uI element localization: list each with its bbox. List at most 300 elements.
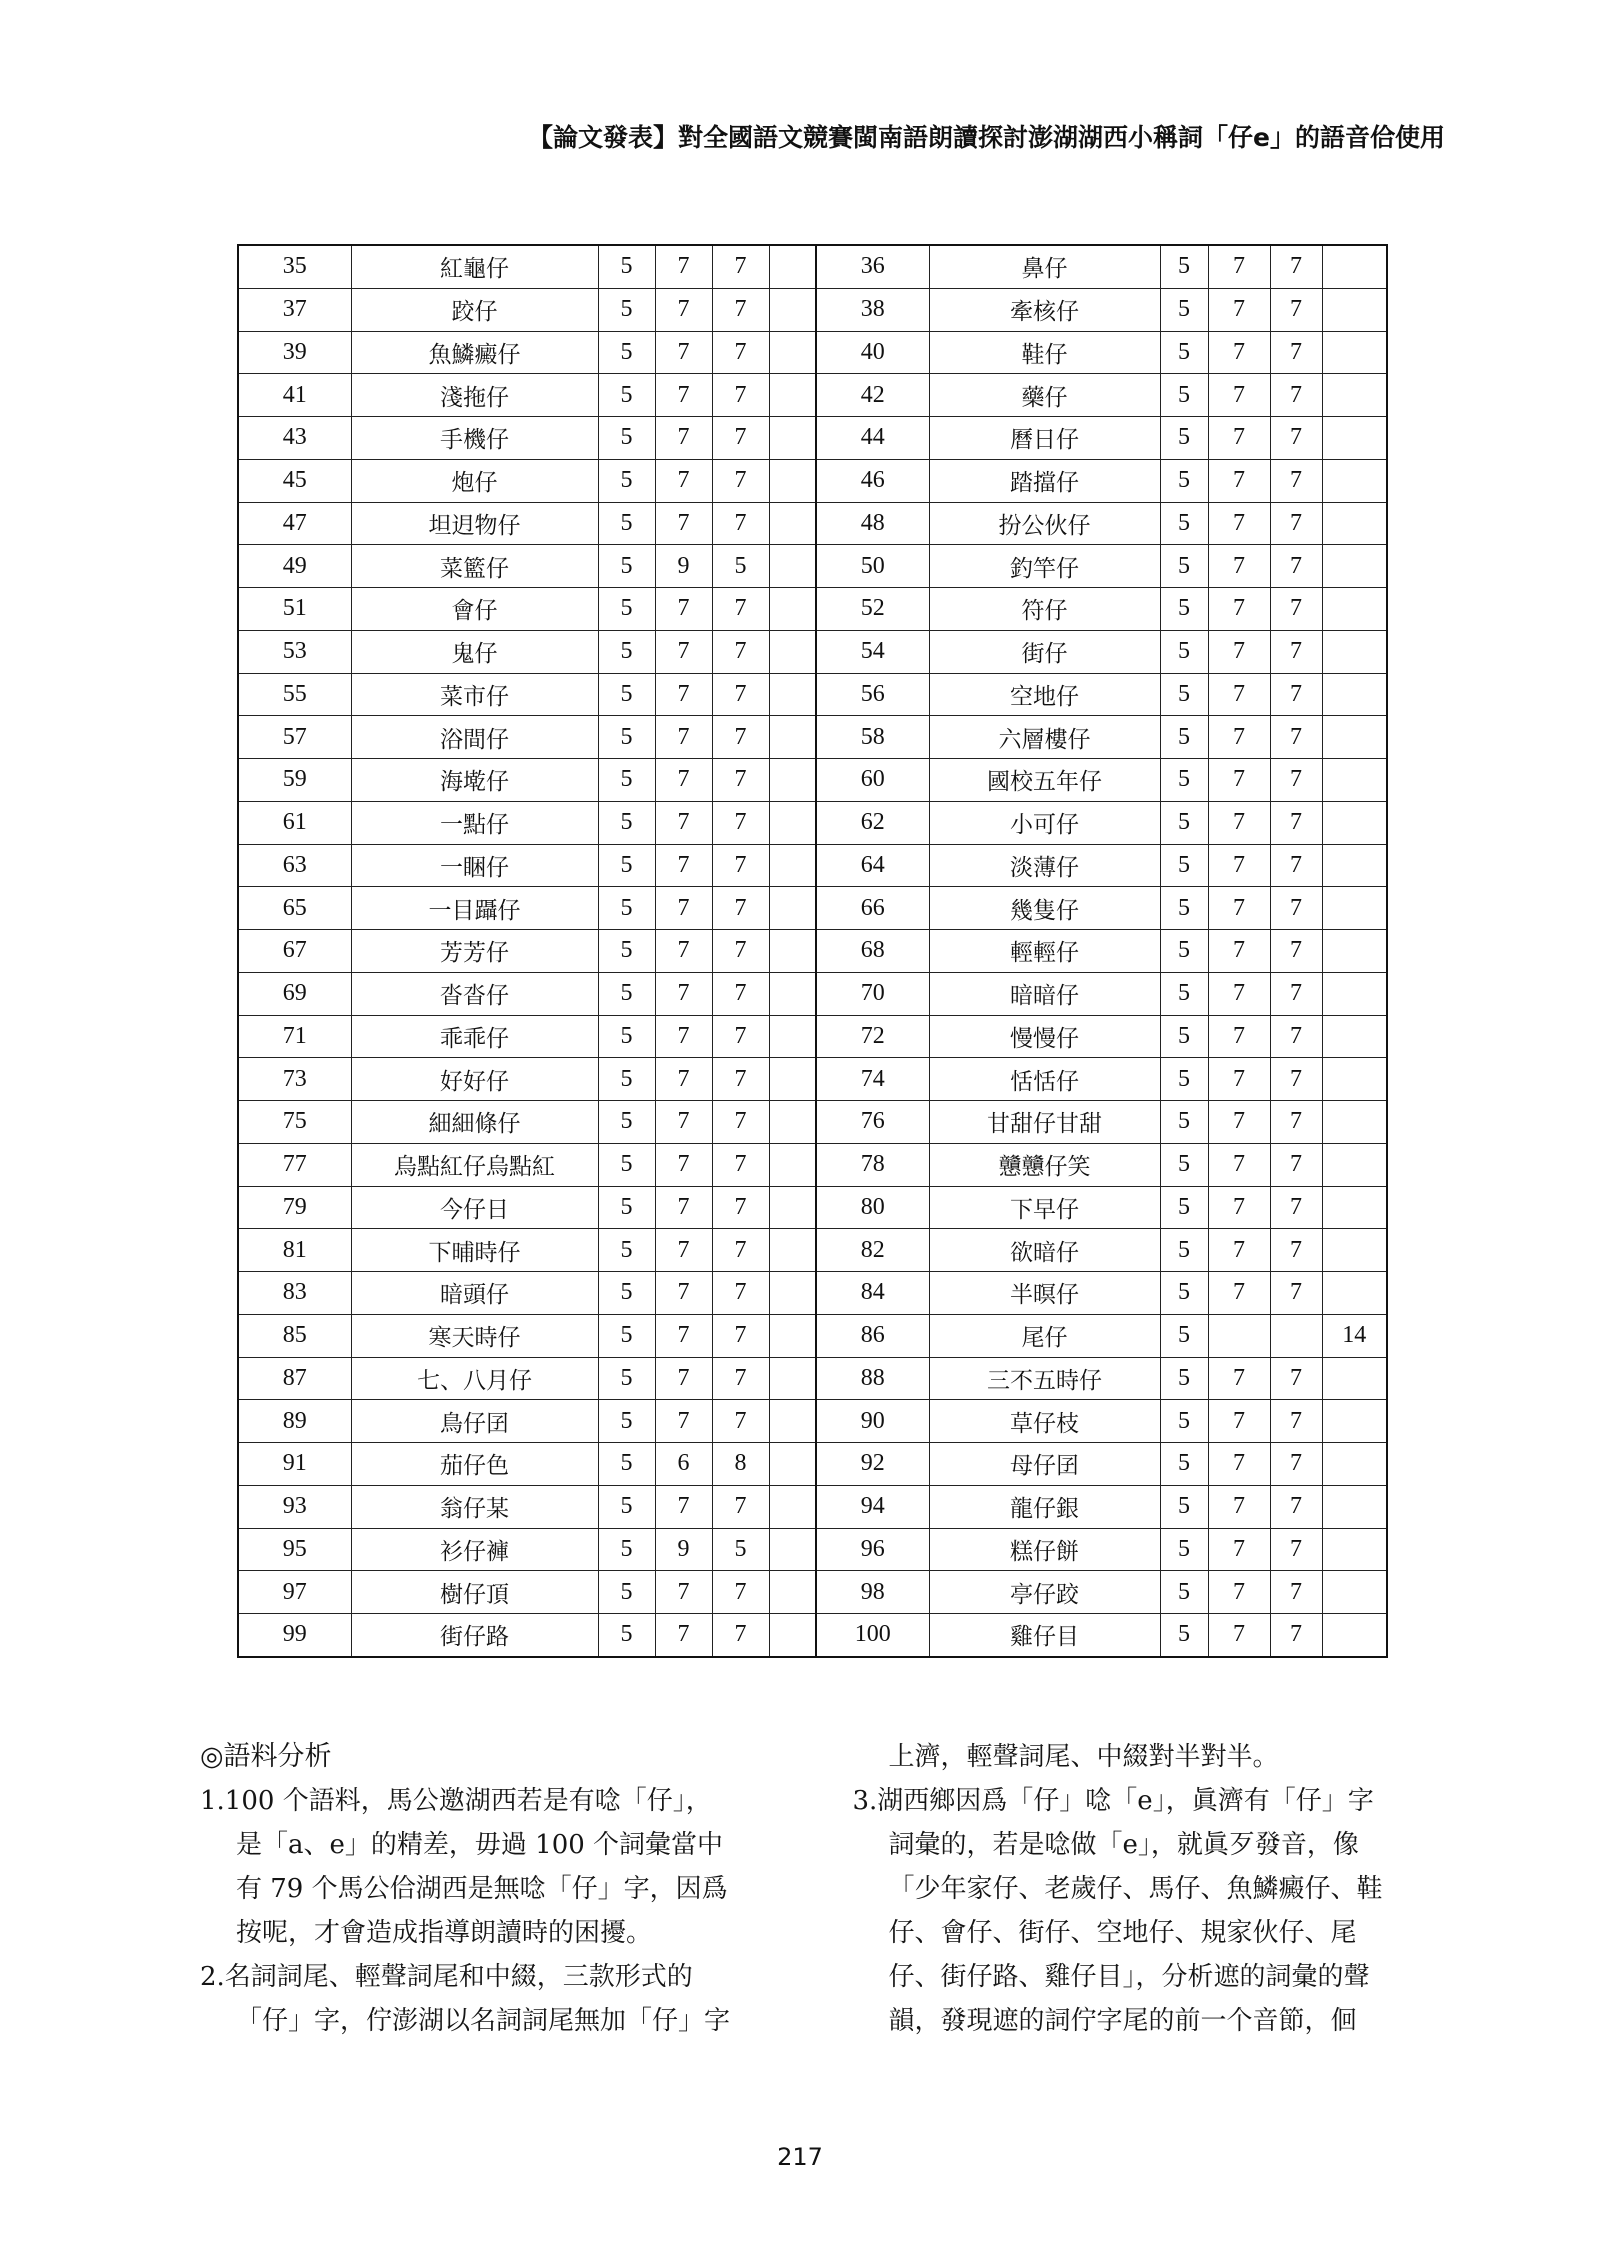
cell-right-score-1: 5 xyxy=(1160,288,1208,331)
cell-right-word: 尾仔 xyxy=(929,1314,1160,1357)
cell-left-score-4 xyxy=(769,1571,816,1614)
cell-right-word: 草仔枝 xyxy=(929,1400,1160,1443)
cell-left-score-1: 5 xyxy=(598,716,655,759)
cell-left-number: 83 xyxy=(238,1272,351,1315)
cell-right-score-4 xyxy=(1322,502,1387,545)
cell-right-number: 38 xyxy=(816,288,929,331)
cell-right-score-4 xyxy=(1322,1614,1387,1657)
cell-right-score-3: 7 xyxy=(1270,673,1322,716)
cell-right-number: 78 xyxy=(816,1143,929,1186)
cell-left-word: 浴間仔 xyxy=(351,716,598,759)
cell-right-score-1: 5 xyxy=(1160,1485,1208,1528)
cell-left-score-2: 7 xyxy=(655,1571,712,1614)
cell-right-word: 戇戇仔笑 xyxy=(929,1143,1160,1186)
cell-left-score-4 xyxy=(769,1357,816,1400)
cell-left-word: 魚鱗癜仔 xyxy=(351,331,598,374)
cell-right-score-1: 5 xyxy=(1160,417,1208,460)
cell-left-score-2: 7 xyxy=(655,930,712,973)
cell-right-score-4 xyxy=(1322,459,1387,502)
table-row xyxy=(238,930,1387,973)
cell-right-score-3: 7 xyxy=(1270,1443,1322,1486)
cell-right-score-1: 5 xyxy=(1160,331,1208,374)
cell-left-score-1: 5 xyxy=(598,630,655,673)
cell-right-number: 68 xyxy=(816,930,929,973)
cell-left-score-4 xyxy=(769,972,816,1015)
cell-right-word: 欲暗仔 xyxy=(929,1229,1160,1272)
analysis-line: 韻，發現遮的詞佇字尾的前一个音節，佪 xyxy=(888,2006,1357,2036)
cell-right-score-4 xyxy=(1322,288,1387,331)
cell-left-word: 芳芳仔 xyxy=(351,930,598,973)
cell-left-score-2: 7 xyxy=(655,1314,712,1357)
cell-left-score-1: 5 xyxy=(598,331,655,374)
cell-left-score-3: 7 xyxy=(712,972,769,1015)
cell-left-score-3: 7 xyxy=(712,331,769,374)
cell-left-number: 89 xyxy=(238,1400,351,1443)
cell-right-score-1: 5 xyxy=(1160,588,1208,631)
cell-left-number: 39 xyxy=(238,331,351,374)
cell-right-number: 86 xyxy=(816,1314,929,1357)
cell-right-score-4 xyxy=(1322,630,1387,673)
table-row xyxy=(238,844,1387,887)
cell-left-score-2: 7 xyxy=(655,288,712,331)
table-row xyxy=(238,1614,1387,1657)
cell-right-score-2: 7 xyxy=(1208,1400,1270,1443)
cell-right-word: 藥仔 xyxy=(929,374,1160,417)
cell-left-score-2: 7 xyxy=(655,801,712,844)
cell-left-score-2: 7 xyxy=(655,630,712,673)
cell-left-score-3: 7 xyxy=(712,1143,769,1186)
cell-left-score-3: 7 xyxy=(712,1229,769,1272)
cell-left-score-4 xyxy=(769,1314,816,1357)
cell-right-number: 88 xyxy=(816,1357,929,1400)
cell-left-number: 85 xyxy=(238,1314,351,1357)
cell-right-score-1: 5 xyxy=(1160,930,1208,973)
cell-right-number: 44 xyxy=(816,417,929,460)
cell-right-score-3: 7 xyxy=(1270,1101,1322,1144)
cell-left-score-3: 7 xyxy=(712,1571,769,1614)
cell-left-number: 43 xyxy=(238,417,351,460)
cell-left-score-4 xyxy=(769,1485,816,1528)
cell-left-score-3: 7 xyxy=(712,588,769,631)
cell-right-score-2: 7 xyxy=(1208,1101,1270,1144)
cell-left-score-2: 7 xyxy=(655,459,712,502)
cell-left-word: 菜籃仔 xyxy=(351,545,598,588)
cell-right-score-2: 7 xyxy=(1208,588,1270,631)
cell-right-score-4: 14 xyxy=(1322,1314,1387,1357)
analysis-line: 詞彙的，若是唸做「e」，就眞歹發音，像 xyxy=(888,1830,1359,1860)
cell-right-score-1: 5 xyxy=(1160,716,1208,759)
cell-left-score-4 xyxy=(769,759,816,802)
cell-right-score-1: 5 xyxy=(1160,1614,1208,1657)
cell-left-score-3: 7 xyxy=(712,844,769,887)
cell-left-word: 街仔路 xyxy=(351,1614,598,1657)
cell-left-score-3: 7 xyxy=(712,288,769,331)
cell-left-score-3: 7 xyxy=(712,1272,769,1315)
cell-right-score-1: 5 xyxy=(1160,1314,1208,1357)
table-row xyxy=(238,1485,1387,1528)
table-row xyxy=(238,374,1387,417)
cell-left-number: 71 xyxy=(238,1015,351,1058)
cell-right-word: 小可仔 xyxy=(929,801,1160,844)
table-row xyxy=(238,1186,1387,1229)
cell-left-score-1: 5 xyxy=(598,1485,655,1528)
cell-right-number: 82 xyxy=(816,1229,929,1272)
cell-right-word: 糕仔餅 xyxy=(929,1528,1160,1571)
table-row xyxy=(238,716,1387,759)
cell-left-score-2: 7 xyxy=(655,331,712,374)
analysis-line: 1.100 个語料，馬公邀湖西若是有唸「仔」， xyxy=(200,1786,712,1816)
cell-right-score-3: 7 xyxy=(1270,417,1322,460)
cell-left-score-2: 7 xyxy=(655,1186,712,1229)
cell-left-score-1: 5 xyxy=(598,459,655,502)
cell-right-word: 符仔 xyxy=(929,588,1160,631)
cell-left-score-4 xyxy=(769,1101,816,1144)
cell-right-score-3: 7 xyxy=(1270,288,1322,331)
cell-right-score-1: 5 xyxy=(1160,759,1208,802)
cell-left-score-1: 5 xyxy=(598,1058,655,1101)
cell-left-score-1: 5 xyxy=(598,1571,655,1614)
cell-right-score-2: 7 xyxy=(1208,801,1270,844)
cell-right-score-3: 7 xyxy=(1270,459,1322,502)
cell-right-word: 母仔囝 xyxy=(929,1443,1160,1486)
cell-left-score-2: 7 xyxy=(655,1143,712,1186)
cell-left-score-1: 5 xyxy=(598,930,655,973)
cell-right-score-4 xyxy=(1322,1272,1387,1315)
cell-right-score-4 xyxy=(1322,545,1387,588)
cell-left-word: 一點仔 xyxy=(351,801,598,844)
cell-left-word: 鬼仔 xyxy=(351,630,598,673)
cell-left-score-4 xyxy=(769,1058,816,1101)
cell-right-score-3: 7 xyxy=(1270,1357,1322,1400)
cell-left-score-4 xyxy=(769,1186,816,1229)
page-number: 217 xyxy=(777,2143,823,2171)
table-body xyxy=(238,245,1387,1657)
cell-left-score-2: 7 xyxy=(655,1400,712,1443)
cell-left-score-4 xyxy=(769,374,816,417)
cell-left-score-3: 7 xyxy=(712,1101,769,1144)
cell-right-score-1: 5 xyxy=(1160,844,1208,887)
table-row xyxy=(238,759,1387,802)
cell-right-score-2: 7 xyxy=(1208,374,1270,417)
cell-right-score-2: 7 xyxy=(1208,1571,1270,1614)
cell-right-score-3: 7 xyxy=(1270,1186,1322,1229)
cell-left-number: 59 xyxy=(238,759,351,802)
cell-right-word: 釣竿仔 xyxy=(929,545,1160,588)
cell-left-word: 今仔日 xyxy=(351,1186,598,1229)
cell-right-score-2: 7 xyxy=(1208,930,1270,973)
cell-right-number: 42 xyxy=(816,374,929,417)
cell-right-number: 96 xyxy=(816,1528,929,1571)
cell-right-score-3: 7 xyxy=(1270,1229,1322,1272)
cell-left-score-2: 7 xyxy=(655,417,712,460)
cell-left-score-4 xyxy=(769,844,816,887)
cell-left-number: 45 xyxy=(238,459,351,502)
table-row xyxy=(238,1229,1387,1272)
table-row xyxy=(238,1357,1387,1400)
cell-left-score-4 xyxy=(769,930,816,973)
cell-left-score-3: 7 xyxy=(712,1058,769,1101)
table-row xyxy=(238,417,1387,460)
cell-left-score-3: 7 xyxy=(712,1400,769,1443)
cell-right-score-3: 7 xyxy=(1270,1272,1322,1315)
cell-right-score-2: 7 xyxy=(1208,245,1270,288)
cell-right-score-1: 5 xyxy=(1160,502,1208,545)
cell-left-score-3: 7 xyxy=(712,1015,769,1058)
cell-right-score-3: 7 xyxy=(1270,887,1322,930)
cell-right-score-3: 7 xyxy=(1270,1400,1322,1443)
analysis-left-column xyxy=(200,1735,798,2043)
cell-left-score-2: 7 xyxy=(655,1229,712,1272)
cell-right-score-3: 7 xyxy=(1270,502,1322,545)
cell-right-score-2: 7 xyxy=(1208,1058,1270,1101)
cell-right-score-2: 7 xyxy=(1208,1143,1270,1186)
cell-left-score-4 xyxy=(769,1229,816,1272)
cell-right-score-1: 5 xyxy=(1160,972,1208,1015)
cell-left-score-2: 7 xyxy=(655,1272,712,1315)
cell-right-word: 恬恬仔 xyxy=(929,1058,1160,1101)
cell-right-score-3: 7 xyxy=(1270,545,1322,588)
cell-left-number: 41 xyxy=(238,374,351,417)
cell-left-score-2: 7 xyxy=(655,1015,712,1058)
analysis-line: 是「a、e」的精差，毋過 100 个詞彙當中 xyxy=(236,1830,724,1860)
cell-left-score-1: 5 xyxy=(598,288,655,331)
analysis-line: 「仔」字，佇澎湖以名詞詞尾無加「仔」字 xyxy=(236,2006,731,2036)
cell-left-score-1: 5 xyxy=(598,887,655,930)
cell-left-score-4 xyxy=(769,1614,816,1657)
cell-left-score-1: 5 xyxy=(598,1272,655,1315)
cell-right-score-3: 7 xyxy=(1270,630,1322,673)
cell-left-score-4 xyxy=(769,716,816,759)
cell-right-score-2: 7 xyxy=(1208,1443,1270,1486)
cell-left-score-4 xyxy=(769,1443,816,1486)
cell-right-score-2: 7 xyxy=(1208,502,1270,545)
cell-right-score-4 xyxy=(1322,1443,1387,1486)
cell-left-score-1: 5 xyxy=(598,759,655,802)
cell-right-score-4 xyxy=(1322,930,1387,973)
cell-right-score-4 xyxy=(1322,759,1387,802)
cell-left-score-3: 7 xyxy=(712,887,769,930)
table-row xyxy=(238,545,1387,588)
cell-left-score-3: 7 xyxy=(712,759,769,802)
cell-left-score-3: 7 xyxy=(712,1614,769,1657)
cell-left-score-3: 7 xyxy=(712,1186,769,1229)
cell-right-score-4 xyxy=(1322,417,1387,460)
cell-right-score-2: 7 xyxy=(1208,1229,1270,1272)
cell-right-number: 92 xyxy=(816,1443,929,1486)
cell-left-number: 73 xyxy=(238,1058,351,1101)
cell-right-score-2: 7 xyxy=(1208,1614,1270,1657)
cell-left-number: 67 xyxy=(238,930,351,973)
cell-right-score-4 xyxy=(1322,673,1387,716)
cell-right-score-4 xyxy=(1322,1571,1387,1614)
cell-left-score-4 xyxy=(769,459,816,502)
cell-left-number: 97 xyxy=(238,1571,351,1614)
table-row xyxy=(238,630,1387,673)
cell-left-score-2: 7 xyxy=(655,673,712,716)
cell-right-score-1: 5 xyxy=(1160,801,1208,844)
cell-right-number: 36 xyxy=(816,245,929,288)
cell-left-score-3: 7 xyxy=(712,417,769,460)
table-row xyxy=(238,1015,1387,1058)
cell-left-word: 暗頭仔 xyxy=(351,1272,598,1315)
cell-right-score-4 xyxy=(1322,331,1387,374)
cell-right-number: 56 xyxy=(816,673,929,716)
cell-left-number: 63 xyxy=(238,844,351,887)
analysis-line: 有 79 个馬公佮湖西是無唸「仔」字，因爲 xyxy=(236,1874,728,1904)
cell-left-score-4 xyxy=(769,1528,816,1571)
cell-right-score-4 xyxy=(1322,801,1387,844)
cell-left-score-3: 7 xyxy=(712,459,769,502)
cell-left-number: 57 xyxy=(238,716,351,759)
cell-right-number: 50 xyxy=(816,545,929,588)
cell-left-score-3: 5 xyxy=(712,545,769,588)
cell-right-score-3: 7 xyxy=(1270,844,1322,887)
cell-right-score-3: 7 xyxy=(1270,588,1322,631)
cell-left-number: 79 xyxy=(238,1186,351,1229)
cell-left-number: 65 xyxy=(238,887,351,930)
cell-right-score-1: 5 xyxy=(1160,1571,1208,1614)
cell-left-word: 紅龜仔 xyxy=(351,245,598,288)
cell-right-score-4 xyxy=(1322,1058,1387,1101)
table-row xyxy=(238,1528,1387,1571)
cell-right-score-4 xyxy=(1322,245,1387,288)
cell-left-number: 95 xyxy=(238,1528,351,1571)
analysis-line: 上濟，輕聲詞尾、中綴對半對半。 xyxy=(888,1742,1279,1772)
cell-left-score-1: 5 xyxy=(598,588,655,631)
cell-left-score-1: 5 xyxy=(598,502,655,545)
cell-left-score-2: 7 xyxy=(655,972,712,1015)
analysis-section xyxy=(200,1735,1450,2043)
cell-left-score-2: 7 xyxy=(655,887,712,930)
cell-left-score-4 xyxy=(769,588,816,631)
cell-right-score-4 xyxy=(1322,1229,1387,1272)
cell-right-score-2: 7 xyxy=(1208,1357,1270,1400)
cell-left-number: 91 xyxy=(238,1443,351,1486)
cell-right-score-2: 7 xyxy=(1208,1015,1270,1058)
table-row xyxy=(238,1400,1387,1443)
cell-right-score-1: 5 xyxy=(1160,630,1208,673)
cell-left-number: 55 xyxy=(238,673,351,716)
table-row xyxy=(238,331,1387,374)
cell-left-score-3: 8 xyxy=(712,1443,769,1486)
cell-right-score-3: 7 xyxy=(1270,930,1322,973)
cell-right-word: 輕輕仔 xyxy=(929,930,1160,973)
cell-left-score-2: 7 xyxy=(655,374,712,417)
cell-right-word: 雞仔目 xyxy=(929,1614,1160,1657)
running-header-title: 【論文發表】對全國語文競賽閩南語朗讀探討澎湖湖西小稱詞「仔e」的語音佮使用 xyxy=(528,123,1445,152)
cell-left-word: 鳥仔囝 xyxy=(351,1400,598,1443)
table-row xyxy=(238,1272,1387,1315)
cell-right-score-4 xyxy=(1322,1186,1387,1229)
cell-left-word: 海墘仔 xyxy=(351,759,598,802)
cell-right-score-2: 7 xyxy=(1208,459,1270,502)
cell-left-score-2: 7 xyxy=(655,1101,712,1144)
cell-left-score-3: 7 xyxy=(712,374,769,417)
cell-left-score-3: 7 xyxy=(712,1485,769,1528)
analysis-heading: ◎語料分析 xyxy=(200,1741,332,1772)
cell-right-score-4 xyxy=(1322,374,1387,417)
cell-left-number: 53 xyxy=(238,630,351,673)
cell-left-word: 樹仔頂 xyxy=(351,1571,598,1614)
table-row xyxy=(238,459,1387,502)
cell-left-score-4 xyxy=(769,630,816,673)
cell-right-score-3 xyxy=(1270,1314,1322,1357)
table-row xyxy=(238,1443,1387,1486)
cell-left-score-4 xyxy=(769,1272,816,1315)
cell-left-number: 37 xyxy=(238,288,351,331)
cell-right-score-2: 7 xyxy=(1208,545,1270,588)
cell-left-score-4 xyxy=(769,331,816,374)
cell-right-score-2: 7 xyxy=(1208,1528,1270,1571)
cell-left-number: 49 xyxy=(238,545,351,588)
cell-right-score-3: 7 xyxy=(1270,1485,1322,1528)
cell-left-word: 翁仔某 xyxy=(351,1485,598,1528)
cell-right-word: 亭仔跤 xyxy=(929,1571,1160,1614)
cell-left-score-1: 5 xyxy=(598,1015,655,1058)
cell-right-score-3: 7 xyxy=(1270,972,1322,1015)
cell-right-score-1: 5 xyxy=(1160,1272,1208,1315)
cell-right-score-2: 7 xyxy=(1208,1186,1270,1229)
cell-left-score-2: 7 xyxy=(655,1357,712,1400)
cell-right-number: 100 xyxy=(816,1614,929,1657)
cell-left-word: 茄仔色 xyxy=(351,1443,598,1486)
table-row xyxy=(238,673,1387,716)
cell-right-word: 鞋仔 xyxy=(929,331,1160,374)
cell-right-score-4 xyxy=(1322,588,1387,631)
cell-right-score-4 xyxy=(1322,972,1387,1015)
cell-right-score-2: 7 xyxy=(1208,844,1270,887)
cell-left-score-1: 5 xyxy=(598,245,655,288)
cell-left-word: 跤仔 xyxy=(351,288,598,331)
cell-left-score-1: 5 xyxy=(598,1528,655,1571)
cell-right-score-1: 5 xyxy=(1160,673,1208,716)
cell-right-score-2: 7 xyxy=(1208,417,1270,460)
cell-right-word: 空地仔 xyxy=(929,673,1160,716)
cell-left-word: 寒天時仔 xyxy=(351,1314,598,1357)
cell-right-score-4 xyxy=(1322,887,1387,930)
cell-left-word: 好好仔 xyxy=(351,1058,598,1101)
cell-left-word: 手機仔 xyxy=(351,417,598,460)
cell-left-word: 細細條仔 xyxy=(351,1101,598,1144)
table-row xyxy=(238,887,1387,930)
cell-right-score-1: 5 xyxy=(1160,1015,1208,1058)
cell-left-score-1: 5 xyxy=(598,673,655,716)
table-row xyxy=(238,245,1387,288)
cell-right-score-4 xyxy=(1322,844,1387,887)
cell-right-score-1: 5 xyxy=(1160,1229,1208,1272)
cell-right-number: 46 xyxy=(816,459,929,502)
cell-right-score-1: 5 xyxy=(1160,1357,1208,1400)
cell-left-word: 烏點紅仔烏點紅 xyxy=(351,1143,598,1186)
cell-right-score-1: 5 xyxy=(1160,1186,1208,1229)
cell-left-score-3: 7 xyxy=(712,1314,769,1357)
cell-right-number: 98 xyxy=(816,1571,929,1614)
cell-right-score-1: 5 xyxy=(1160,459,1208,502)
cell-right-number: 80 xyxy=(816,1186,929,1229)
cell-left-score-1: 5 xyxy=(598,1400,655,1443)
cell-right-score-2: 7 xyxy=(1208,759,1270,802)
cell-left-score-1: 5 xyxy=(598,1357,655,1400)
cell-left-word: 坦迌物仔 xyxy=(351,502,598,545)
cell-right-score-2: 7 xyxy=(1208,1272,1270,1315)
cell-left-word: 菜市仔 xyxy=(351,673,598,716)
cell-left-word: 沓沓仔 xyxy=(351,972,598,1015)
cell-left-score-1: 5 xyxy=(598,1101,655,1144)
cell-left-score-4 xyxy=(769,1015,816,1058)
cell-left-number: 81 xyxy=(238,1229,351,1272)
cell-left-word: 會仔 xyxy=(351,588,598,631)
cell-right-word: 街仔 xyxy=(929,630,1160,673)
